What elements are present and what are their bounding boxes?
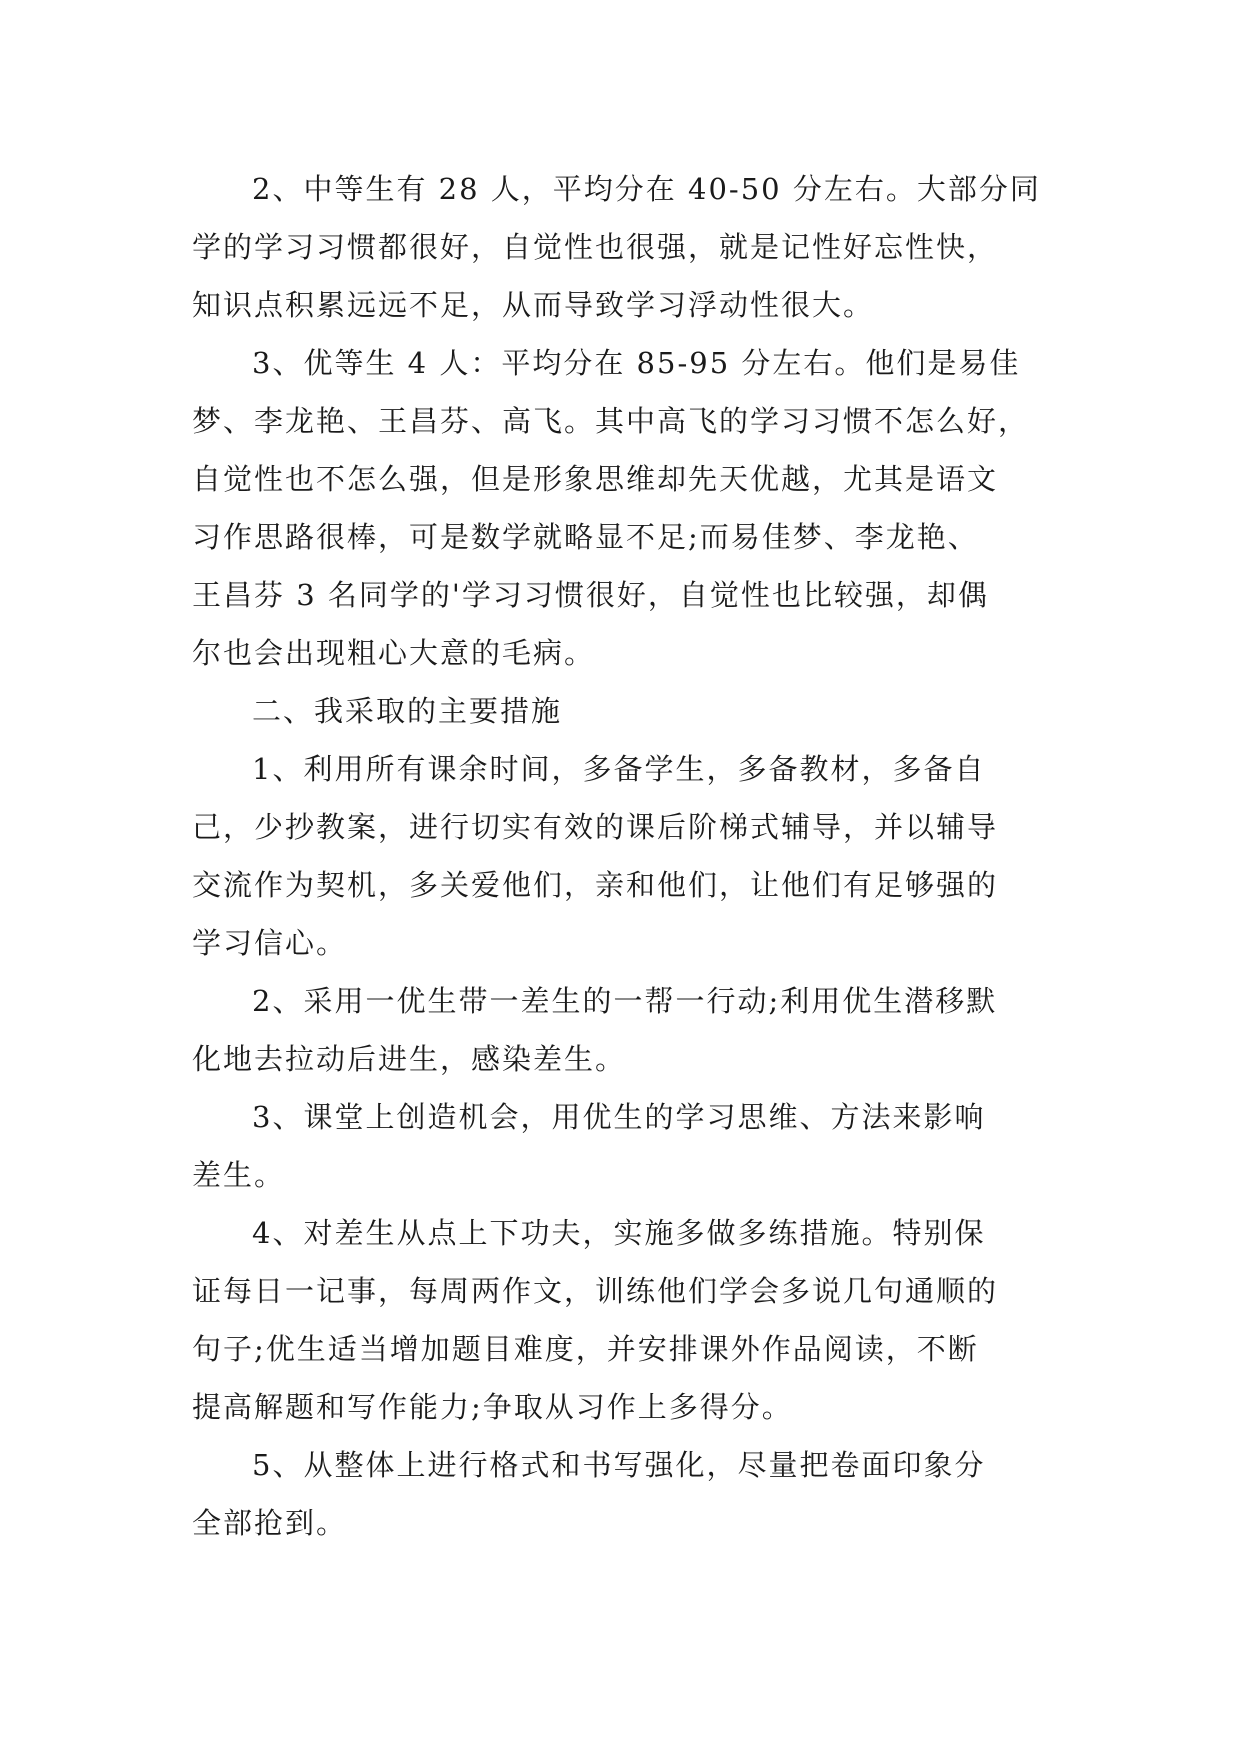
text-line: 2、中等生有 28 人，平均分在 40-50 分左右。大部分同 (252, 172, 1041, 206)
paragraph-measure-4 (192, 1204, 1052, 1436)
paragraph-measure-1 (192, 740, 1052, 972)
text-line: 自觉性也不怎么强，但是形象思维却先天优越，尤其是语文 (192, 462, 999, 496)
text-line: 化地去拉动后进生，感染差生。 (192, 1042, 627, 1076)
text-line: 尔也会出现粗心大意的毛病。 (192, 636, 596, 670)
text-line: 全部抢到。 (192, 1506, 348, 1540)
section-heading-measures (192, 682, 1052, 740)
paragraph-top-students (192, 334, 1052, 682)
text-line: 交流作为契机，多关爱他们，亲和他们，让他们有足够强的 (192, 868, 999, 902)
text-line: 3、课堂上创造机会，用优生的学习思维、方法来影响 (252, 1100, 986, 1134)
text-line: 差生。 (192, 1158, 286, 1192)
text-line: 提高解题和写作能力;争取从习作上多得分。 (192, 1390, 793, 1424)
text-line: 1、利用所有课余时间，多备学生，多备教材，多备自 (252, 752, 986, 786)
document-body (192, 160, 1052, 1552)
text-line: 习作思路很棒，可是数学就略显不足;而易佳梦、李龙艳、 (192, 520, 979, 554)
text-line: 3、优等生 4 人：平均分在 85-95 分左右。他们是易佳 (252, 346, 1021, 380)
text-line: 5、从整体上进行格式和书写强化，尽量把卷面印象分 (252, 1448, 986, 1482)
text-line: 证每日一记事，每周两作文，训练他们学会多说几句通顺的 (192, 1274, 999, 1308)
paragraph-middle-students (192, 160, 1052, 334)
text-line: 句子;优生适当增加题目难度，并安排课外作品阅读，不断 (192, 1332, 979, 1366)
paragraph-measure-5 (192, 1436, 1052, 1552)
paragraph-measure-2 (192, 972, 1052, 1088)
text-line: 王昌芬 3 名同学的'学习习惯很好，自觉性也比较强，却偶 (192, 578, 989, 612)
text-line: 己，少抄教案，进行切实有效的课后阶梯式辅导，并以辅导 (192, 810, 999, 844)
paragraph-measure-3 (192, 1088, 1052, 1204)
text-line: 梦、李龙艳、王昌芬、高飞。其中高飞的学习习惯不怎么好， (192, 404, 1030, 438)
heading-line: 二、我采取的主要措施 (252, 694, 563, 728)
text-line: 2、采用一优生带一差生的一帮一行动;利用优生潜移默 (252, 984, 998, 1018)
text-line: 学习信心。 (192, 926, 348, 960)
text-line: 学的学习习惯都很好，自觉性也很强，就是记性好忘性快， (192, 230, 999, 264)
text-line: 知识点积累远远不足，从而导致学习浮动性很大。 (192, 288, 875, 322)
text-line: 4、对差生从点上下功夫，实施多做多练措施。特别保 (252, 1216, 986, 1250)
